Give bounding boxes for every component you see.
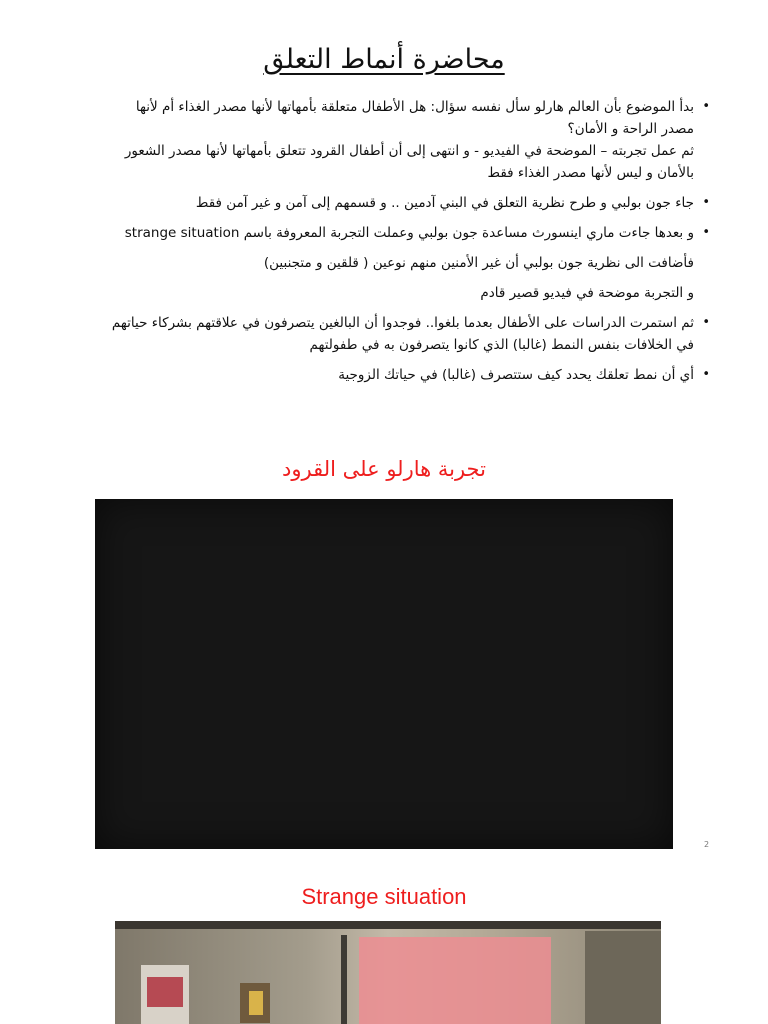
list-item: • جاء جون بولبي و طرح نظرية التعلق في البني آدمين .. و قسمهم إلى آمن و غير آمن فقط [58, 192, 712, 214]
list-item-continuation: ثم عمل تجربته – الموضحة في الفيديو - و انتهى إلى أن أطفال القرود تتعلق بأمهاتها لأنها مصدر الشعور [124, 143, 694, 159]
strange-situation-video-player[interactable] [115, 921, 661, 1024]
list-item-continuation: في الخلافات بنفس النمط (غالبا) الذي كانوا يتصرفون به في طفولتهم [309, 337, 694, 353]
bullet-list [58, 96, 712, 386]
harlow-experiment-heading: تجربة هارلو على القرود [282, 457, 486, 481]
video-scene-pole [341, 935, 347, 1024]
list-item: • ثم استمرت الدراسات على الأطفال بعدما بلغوا.. فوجدوا أن البالغين يتصرفون في علاقتهم بشركاء حياتهم [58, 312, 712, 334]
strange-situation-heading: Strange situation [301, 884, 467, 909]
list-item: • أي أن نمط تعلقك يحدد كيف ستتصرف (غالبا) في حياتك الزوجية [58, 364, 712, 386]
video-frame-top [115, 921, 661, 929]
list-item: • و بعدها جاءت ماري اينسورث مساعدة جون بولبي وعملت التجربة المعروفة باسم strange situation [58, 222, 712, 244]
list-item: • بدأ الموضوع بأن العالم هارلو سأل نفسه سؤال: هل الأطفال متعلقة بأمهاتها لأنها مصدر الغذاء أم لأنها [58, 96, 712, 118]
page-number: 2 [704, 840, 710, 849]
video-scene-poster-art [147, 977, 183, 1007]
harlow-video-player[interactable] [95, 499, 673, 849]
video-scene-pink-panel [359, 937, 551, 1024]
list-item-continuation: بالأمان و ليس لأنها مصدر الغذاء فقط [487, 165, 694, 181]
video-scene-picture [249, 991, 263, 1015]
list-item-continuation: مصدر الراحة و الأمان؟ [567, 121, 694, 137]
page-title: محاضرة أنماط التعلق [263, 44, 505, 75]
video-scene-wall-right [585, 931, 661, 1024]
list-item-continuation: فأضافت الى نظرية جون بولبي أن غير الأمنين منهم نوعين ( قلقين و متجنبين) [263, 255, 694, 271]
list-item-continuation: و التجربة موضحة في فيديو قصير قادم [480, 285, 694, 301]
